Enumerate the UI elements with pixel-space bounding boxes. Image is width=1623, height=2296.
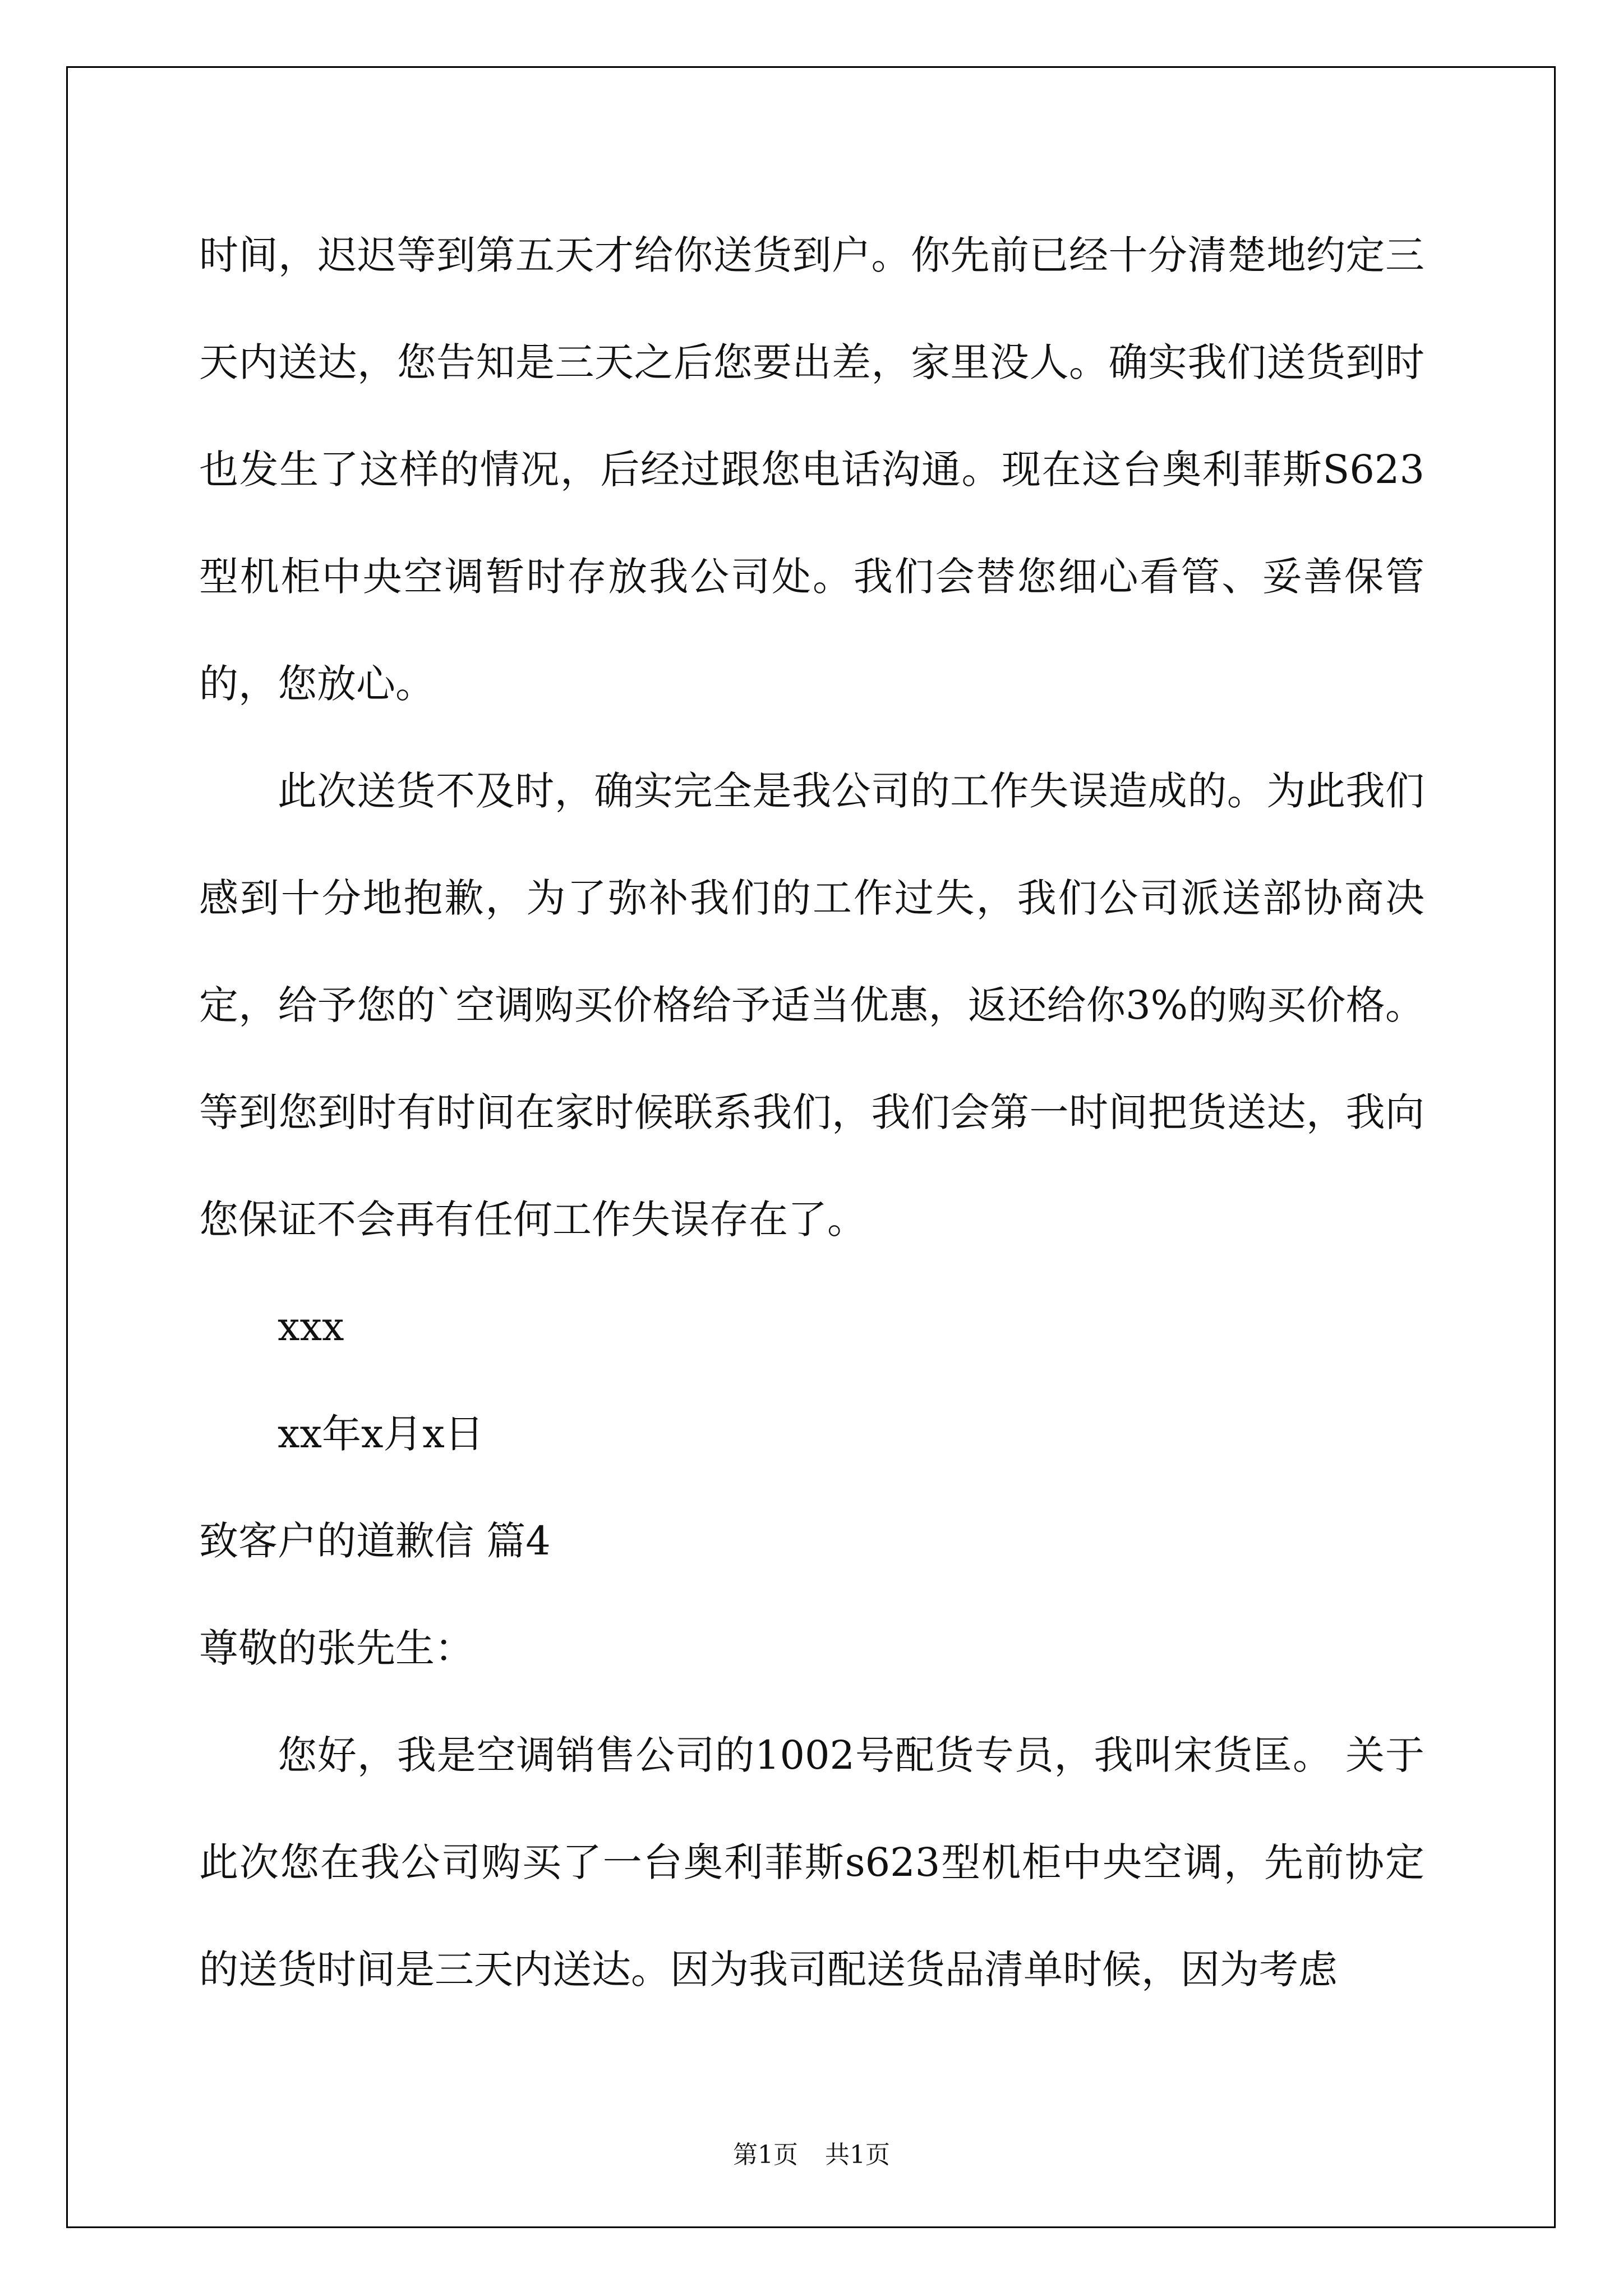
salutation: 尊敬的张先生： xyxy=(199,1625,474,1671)
page-total: 共1页 xyxy=(825,2141,890,2169)
signature-name: xxx xyxy=(278,1304,344,1350)
signature-date: xx年x月x日 xyxy=(278,1411,484,1457)
paragraph-delivery-delay: 时间，迟迟等到第五天才给你送货到户。你先前已经十分清楚地约定三天内送达，您告知是三天之后您要出差，家里没人。确实我们送货到时也发生了这样的情况，后经过跟您电话沟通。现在这台奥利菲斯S623型机柜中央空调暂时存放我公司处。我们会替您细心看管、妥善保管的，您放心。 xyxy=(199,232,1424,707)
page-footer xyxy=(0,2134,1623,2170)
paragraph-apology-compensation: 此次送货不及时，确实完全是我公司的工作失误造成的。为此我们感到十分地抱歉，为了弥补我们的工作过失，我们公司派送部协商决定，给予您的`空调购买价格给予适当优惠，返还给你3%的购买价格。等到您到时有时间在家时候联系我们，我们会第一时间把货送达，我向您保证不会再有任何工作失误存在了。 xyxy=(199,768,1424,1243)
paragraph-greeting-intro: 您好，我是空调销售公司的1002号配货专员，我叫宋货匡。 关于此次您在我公司购买了一台奥利菲斯s623型机柜中央空调，先前协定的送货时间是三天内送达。因为我司配送货品清单时候，因为考虑 xyxy=(199,1732,1424,1993)
page-number: 第1页 xyxy=(733,2141,798,2169)
document-body xyxy=(199,202,1424,2023)
section-heading: 致客户的道歉信 篇4 xyxy=(199,1518,551,1564)
